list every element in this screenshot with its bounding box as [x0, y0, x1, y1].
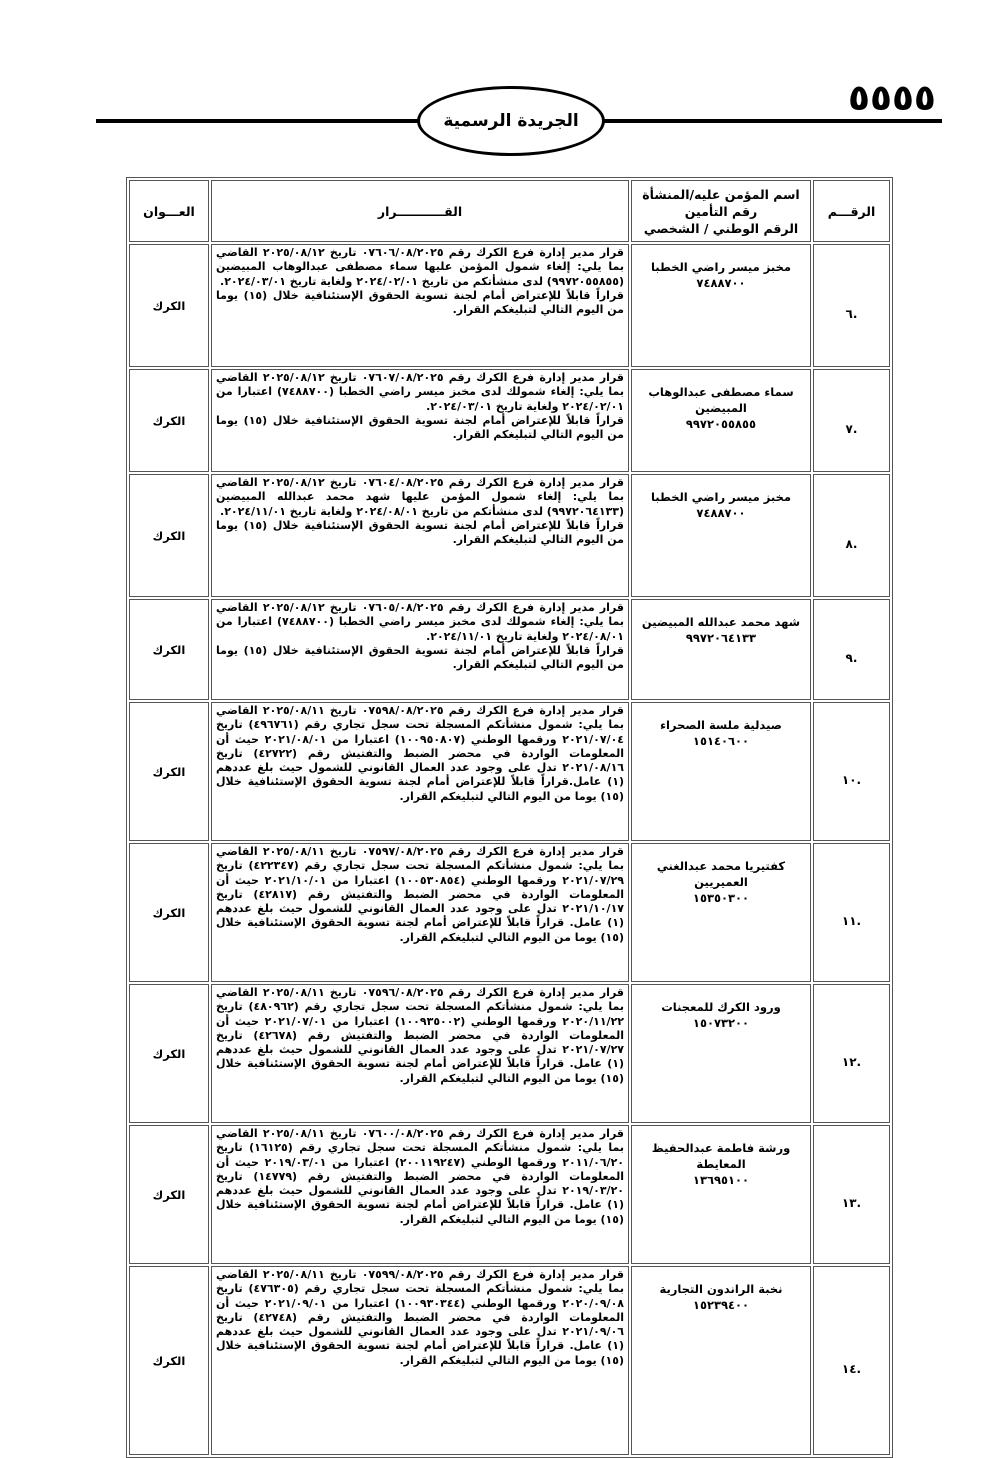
column-header-number: الرقـــم [813, 180, 890, 242]
row-id: ٧٤٨٨٧٠٠ [696, 506, 746, 520]
row-name: سماء مصطفى عبدالوهاب المبيضين [648, 385, 794, 415]
row-name-cell [631, 244, 811, 367]
row-name-cell [631, 843, 811, 982]
row-id: ١٥١٤٠٦٠٠ [692, 734, 750, 748]
column-header-name-line3: الرقم الوطني / الشخصي [643, 220, 799, 236]
table-row [129, 1125, 890, 1264]
column-header-address: العـــوان [129, 180, 209, 242]
table-row [129, 369, 890, 472]
row-appeal: قراراً قابلاً للإعتراض أمام لجنة تسوية الحقوق الإستئنافية خلال (١٥) يوما من اليوم التالي لتبليغكم القرار. [216, 643, 625, 672]
row-number: .١٠ [813, 702, 890, 841]
gazette-title: الجريدة الرسمية [443, 111, 579, 131]
row-address: الكرك [129, 369, 209, 472]
row-address: الكرك [129, 1266, 209, 1455]
row-decision-cell [211, 369, 629, 472]
row-id: ٩٩٧٢٠٥٥٨٥٥ [685, 417, 757, 431]
row-number: .١١ [813, 843, 890, 982]
row-name-cell [631, 369, 811, 472]
table-header-row [129, 180, 890, 242]
row-address: الكرك [129, 244, 209, 367]
row-name-cell [631, 1266, 811, 1455]
row-decision: قرار مدير إدارة فرع الكرك رقم ٠٧٦٠٧/٠٨/٢٠٢٥ تاريخ ٢٠٢٥/٠٨/١٢ القاضي بما يلي: إلغاء شمولك لدى مخبز ميسر راضي الخطبا (٧٤٨٨٧٠٠) اعتبارا من ٢٠٢٤/٠٢/٠١ ولغاية تاريخ ٢٠٢٤/٠٣/٠١. [216, 371, 624, 413]
row-name-cell [631, 984, 811, 1123]
row-decision: قرار مدير إدارة فرع الكرك رقم ٠٧٦٠٠/٠٨/٢٠٢٥ تاريخ ٢٠٢٥/٠٨/١١ القاضي بما يلي: شمول منشأتكم المسجلة تحت سجل تجاري رقم (١٦١٢٥) تاريخ ٢٠١١/٠٦/٢٠ ورقمها الوطني (٢٠٠١١٩٢٤٧) اعتبارا من ٢٠١٩/٠٣/٠١ حيث أن المعلومات الواردة في محضر الضبط والتفتيش رقم (١٤٧٧٩) تاريخ ٢٠١٩/٠٣/٢٠ تدل على وجود عدد العمال القانوني للشمول حيث بلغ عددهم (١) عامل. قراراً قابلاً للإعتراض أمام لجنة تسوية الحقوق الإستئنافية خلال (١٥) يوما من اليوم التالي لتبليغكم القرار. [216, 1127, 624, 1226]
row-number: .١٢ [813, 984, 890, 1123]
row-number: .١٣ [813, 1125, 890, 1264]
row-decision-cell [211, 843, 629, 982]
row-decision-cell [211, 984, 629, 1123]
row-name: ورود الكرك للمعجنات [661, 1000, 781, 1014]
table-row [129, 1266, 890, 1455]
table-row [129, 702, 890, 841]
row-name-cell [631, 702, 811, 841]
row-decision-cell [211, 599, 629, 700]
row-decision: قرار مدير إدارة فرع الكرك رقم ٠٧٦٠٥/٠٨/٢٠٢٥ تاريخ ٢٠٢٥/٠٨/١٢ القاضي بما يلي: إلغاء شمولك لدى مخبز ميسر راضي الخطبا (٧٤٨٨٧٠٠) اعتبارا من ٢٠٢٤/٠٨/٠١ ولغاية تاريخ ٢٠٢٤/١١/٠١. [216, 601, 624, 643]
row-address: الكرك [129, 984, 209, 1123]
column-header-name-line1: اسم المؤمن عليه/المنشأة [642, 186, 800, 202]
decisions-table [126, 177, 893, 1458]
table-row [129, 843, 890, 982]
column-header-name [631, 180, 811, 242]
row-id: ٧٤٨٨٧٠٠ [696, 276, 746, 290]
row-decision: قرار مدير إدارة فرع الكرك رقم ٠٧٥٩٩/٠٨/٢٠٢٥ تاريخ ٢٠٢٥/٠٨/١١ القاضي بما يلي: شمول منشأتكم المسجلة تحت سجل تجاري رقم (٤٧٦٣٠٥) تاريخ ٢٠٢٠/٠٩/٠٨ ورقمها الوطني (١٠٠٩٣٠٣٤٤) اعتبارا من ٢٠٢١/٠٩/٠١ حيث أن المعلومات الواردة في محضر الضبط والتفتيش رقم (٤٢٧٤٨) تاريخ ٢٠٢١/٠٩/٠٦ تدل على وجود عدد العمال القانوني للشمول حيث بلغ عددهم (١) عامل. قراراً قابلاً للإعتراض أمام لجنة تسوية الحقوق الإستئنافية خلال (١٥) يوما من اليوم التالي لتبليغكم القرار. [216, 1268, 624, 1367]
row-appeal: قراراً قابلاً للإعتراض أمام لجنة تسوية الحقوق الإستئنافية خلال (١٥) يوما من اليوم التالي لتبليغكم القرار. [216, 288, 625, 317]
row-name-cell [631, 474, 811, 597]
gazette-masthead [417, 86, 605, 156]
row-id: ١٥٠٧٣٢٠٠ [692, 1016, 750, 1030]
row-number: .٧ [813, 369, 890, 472]
row-decision: قرار مدير إدارة فرع الكرك رقم ٠٧٦٠٦/٠٨/٢٠٢٥ تاريخ ٢٠٢٥/٠٨/١٢ القاضي بما يلي: إلغاء شمول المؤمن عليها سماء مصطفى عبدالوهاب المبيضين (٩٩٧٢٠٥٥٨٥٥) لدى منشأتكم من تاريخ ٢٠٢٤/٠٢/٠١ ولغاية تاريخ ٢٠٢٤/٠٣/٠١. [216, 246, 624, 288]
row-number: .٦ [813, 244, 890, 367]
row-address: الكرك [129, 702, 209, 841]
column-header-name-line2: رقم التأمين [684, 203, 758, 219]
row-decision-cell [211, 1125, 629, 1264]
row-name: كفتيريا محمد عبدالغني العميريين [656, 859, 786, 889]
row-id: ١٥٢٣٩٤٠٠ [692, 1298, 750, 1312]
table-row [129, 474, 890, 597]
decisions-table-wrapper [126, 177, 876, 1458]
row-id: ٩٩٧٢٠٦٤١٣٣ [685, 631, 757, 645]
row-decision: قرار مدير إدارة فرع الكرك رقم ٠٧٥٩٨/٠٨/٢٠٢٥ تاريخ ٢٠٢٥/٠٨/١١ القاضي بما يلي: شمول منشأتكم المسجلة تحت سجل تجاري رقم (٤٩٦٧٦١) تاريخ ٢٠٢١/٠٧/٠٤ ورقمها الوطني (١٠٠٩٥٠٨٠٧) اعتبارا من ٢٠٢١/٠٨/٠١ حيث أن المعلومات الواردة في محضر الضبط والتفتيش رقم (٤٢٧٢٢) تاريخ ٢٠٢١/٠٨/١٦ تدل على وجود عدد العمال القانوني للشمول حيث بلغ عددهم (١) عامل.قراراً قابلاً للإعتراض أمام لجنة تسوية الحقوق الإستئنافية خلال (١٥) يوما من اليوم التالي لتبليغكم القرار. [216, 704, 624, 803]
row-id: ١٣٦٩٥١٠٠ [692, 1173, 750, 1187]
row-number: .٨ [813, 474, 890, 597]
column-header-decision: القـــــــــــرار [211, 180, 629, 242]
row-name: مخبز ميسر راضي الخطبا [650, 260, 791, 274]
row-decision-cell [211, 474, 629, 597]
row-name: مخبز ميسر راضي الخطبا [650, 490, 791, 504]
table-row [129, 984, 890, 1123]
row-address: الكرك [129, 843, 209, 982]
page-number: ٥٥٥٥ [848, 78, 936, 119]
row-number: .٩ [813, 599, 890, 700]
row-appeal: قراراً قابلاً للإعتراض أمام لجنة تسوية الحقوق الإستئنافية خلال (١٥) يوما من اليوم التالي لتبليغكم القرار. [216, 413, 625, 442]
row-decision: قرار مدير إدارة فرع الكرك رقم ٠٧٥٩٦/٠٨/٢٠٢٥ تاريخ ٢٠٢٥/٠٨/١١ القاضي بما يلي: شمول منشأتكم المسجلة تحت سجل تجاري رقم (٤٨٠٩٦٢) تاريخ ٢٠٢٠/١١/٢٢ ورقمها الوطني (١٠٠٩٣٥٠٠٢) اعتبارا من ٢٠٢١/٠٧/٠١ حيث أن المعلومات الواردة في محضر الضبط والتفتيش رقم (٤٢٦٧٨) تاريخ ٢٠٢١/٠٧/٢٧ تدل على وجود عدد العمال القانوني للشمول حيث بلغ عددهم (١) عامل. قراراً قابلاً للإعتراض أمام لجنة تسوية الحقوق الإستئنافية خلال (١٥) يوما من اليوم التالي لتبليغكم القرار. [216, 986, 624, 1085]
row-address: الكرك [129, 474, 209, 597]
row-name: شهد محمد عبدالله المبيضين [641, 615, 801, 629]
row-address: الكرك [129, 599, 209, 700]
row-id: ١٥٣٥٠٣٠٠ [692, 891, 750, 905]
row-decision-cell [211, 702, 629, 841]
row-name-cell [631, 599, 811, 700]
row-address: الكرك [129, 1125, 209, 1264]
row-name: نخبة الراندون التجارية [659, 1282, 783, 1296]
row-decision-cell [211, 244, 629, 367]
row-number: .١٤ [813, 1266, 890, 1455]
table-row [129, 244, 890, 367]
row-name-cell [631, 1125, 811, 1264]
row-name: ورشة فاطمة عبدالحفيظ المعايطة [651, 1141, 791, 1171]
row-appeal: قراراً قابلاً للإعتراض أمام لجنة تسوية الحقوق الإستئنافية خلال (١٥) يوما من اليوم التالي لتبليغكم القرار. [216, 518, 625, 547]
table-row [129, 599, 890, 700]
row-decision-cell [211, 1266, 629, 1455]
row-decision: قرار مدير إدارة فرع الكرك رقم ٠٧٥٩٧/٠٨/٢٠٢٥ تاريخ ٢٠٢٥/٠٨/١١ القاضي بما يلي: شمول منشأتكم المسجلة تحت سجل تجاري رقم (٤٢٢٣٤٧) تاريخ ٢٠٢١/٠٧/٢٩ ورقمها الوطني (١٠٠٥٣٠٨٥٤) اعتبارا من ٢٠٢١/١٠/٠١ حيث أن المعلومات الواردة في محضر الضبط والتفتيش رقم (٤٢٨١٧) تاريخ ٢٠٢١/١٠/١٧ تدل على وجود عدد العمال القانوني للشمول حيث بلغ عددهم (١) عامل. قراراً قابلاً للإعتراض أمام لجنة تسوية الحقوق الإستئنافية خلال (١٥) يوما من اليوم التالي لتبليغكم القرار. [216, 845, 624, 944]
row-decision: قرار مدير إدارة فرع الكرك رقم ٠٧٦٠٤/٠٨/٢٠٢٥ تاريخ ٢٠٢٥/٠٨/١٢ القاضي بما يلي: إلغاء شمول المؤمن عليها شهد محمد عبدالله المبيضين (٩٩٧٢٠٦٤١٣٣) لدى منشأتكم من تاريخ ٢٠٢٤/٠٨/٠١ ولغاية تاريخ ٢٠٢٤/١١/٠١. [216, 476, 624, 518]
row-name: صيدلية ملسة الصحراء [660, 718, 782, 732]
